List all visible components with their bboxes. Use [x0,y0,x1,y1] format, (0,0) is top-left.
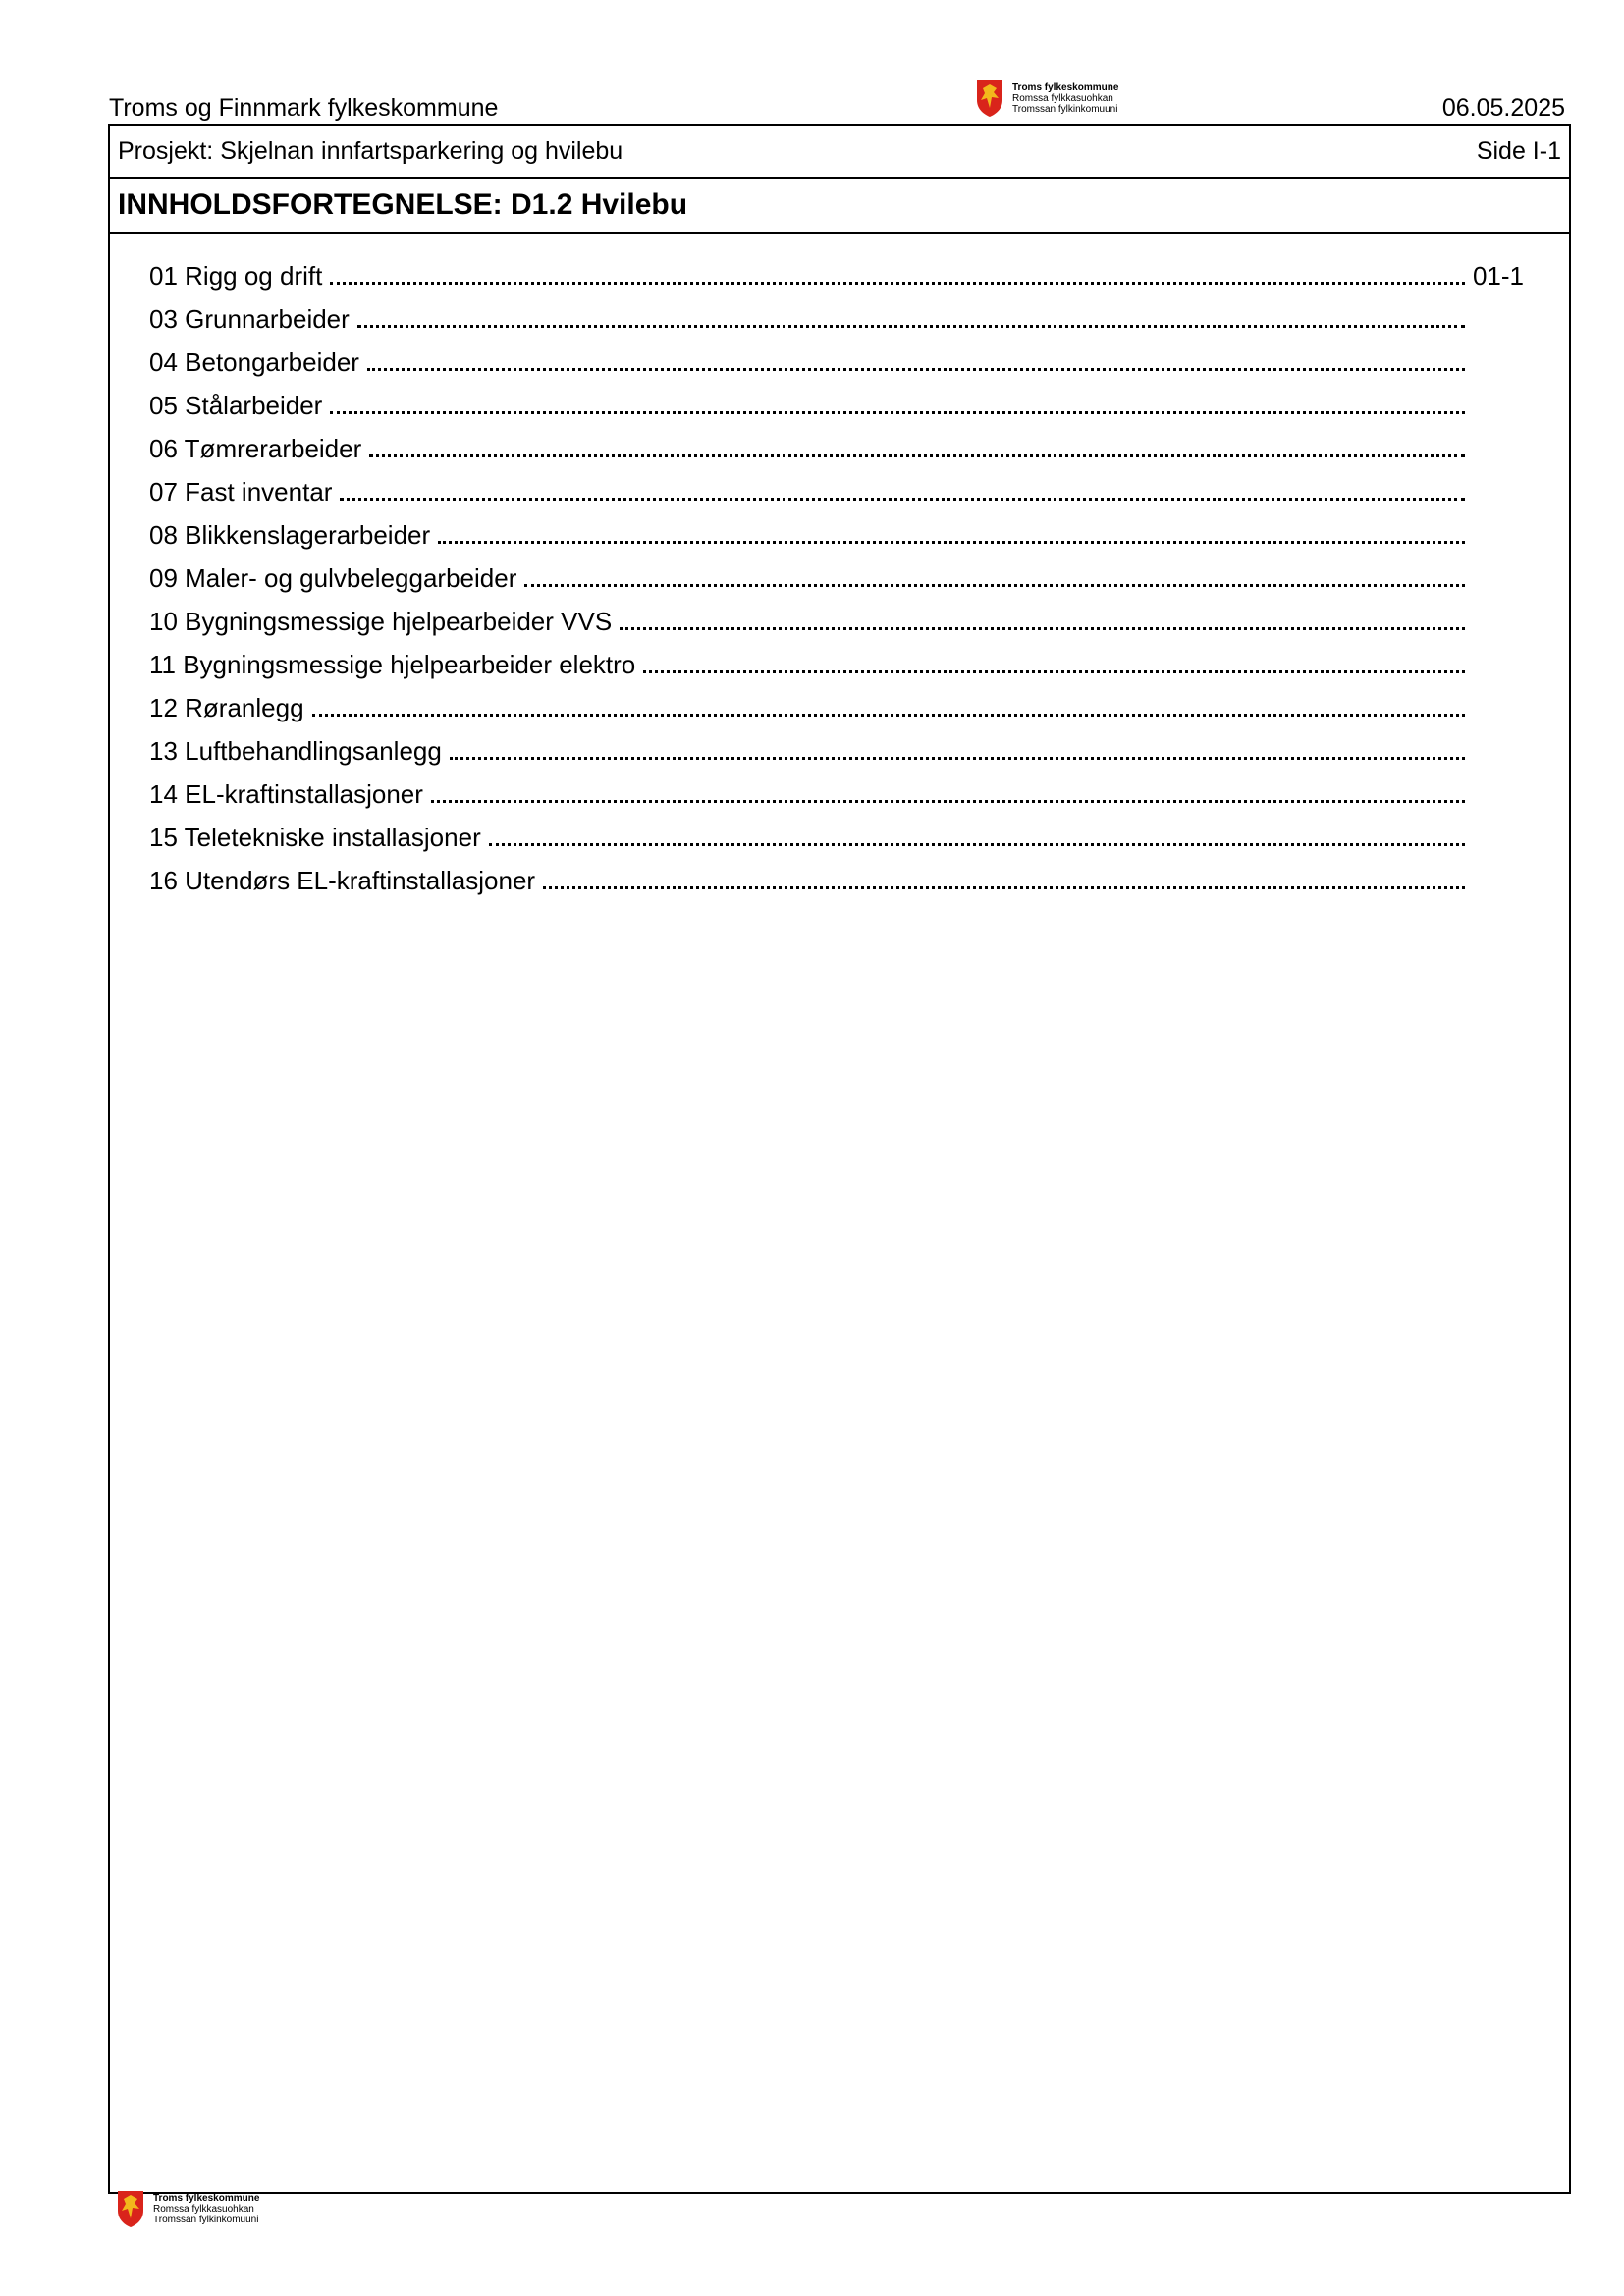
toc-leader-dots [330,282,1465,285]
toc-item[interactable] [149,823,1524,866]
toc-item-label: 03 Grunnarbeider [149,304,350,334]
toc-leader-dots [450,757,1465,760]
document-date: 06.05.2025 [1441,94,1565,122]
footer-logo [116,2189,259,2228]
logo-name-line3: Tromssan fylkinkomuuni [1012,103,1118,115]
toc-leader-dots [369,454,1465,457]
footer-logo-line1: Troms fylkeskommune [153,2192,260,2204]
toc-item-label: 06 Tømrerarbeider [149,434,362,463]
toc-leader-dots [367,368,1465,371]
toc-item-label: 11 Bygningsmessige hjelpearbeider elektro [149,650,636,679]
toc-item-label: 14 EL-kraftinstallasjoner [149,779,423,809]
toc-item[interactable] [149,347,1524,391]
toc-leader-dots [524,584,1465,587]
toc-item[interactable] [149,520,1524,563]
toc-item-label: 16 Utendørs EL-kraftinstallasjoner [149,866,536,895]
shield-icon [975,79,1004,118]
organization-name: Troms og Finnmark fylkeskommune [109,94,499,122]
logo-name-line1: Troms fylkeskommune [1012,81,1119,93]
toc-leader-dots [312,714,1465,717]
toc-leader-dots [489,843,1465,846]
toc-item-label: 08 Blikkenslagerarbeider [149,520,431,550]
toc-leader-dots [431,800,1465,803]
toc-item[interactable] [149,434,1524,477]
page-frame [108,124,1571,2194]
toc-item[interactable] [149,477,1524,520]
toc-leader-dots [330,411,1465,414]
toc-item-label: 09 Maler- og gulvbeleggarbeider [149,563,517,593]
toc-item[interactable] [149,779,1524,823]
toc-item-label: 05 Stålarbeider [149,391,323,420]
toc-leader-dots [643,670,1465,673]
toc-item[interactable] [149,304,1524,347]
toc-item-label: 07 Fast inventar [149,477,333,507]
logo-name-line2: Romssa fylkkasuohkan [1012,92,1113,104]
toc-item[interactable] [149,563,1524,607]
toc-item-label: 15 Teletekniske installasjoner [149,823,481,852]
toc-leader-dots [543,886,1465,889]
footer-logo-line3: Tromssan fylkinkomuuni [153,2214,259,2225]
toc-item[interactable] [149,650,1524,693]
toc-leader-dots [340,498,1465,501]
toc-item[interactable] [149,607,1524,650]
toc-leader-dots [438,541,1465,544]
shield-icon [116,2189,145,2228]
toc-title: INNHOLDSFORTEGNELSE: D1.2 Hvilebu [110,179,1569,234]
toc-item-page: 01-1 [1472,261,1524,291]
toc-item[interactable] [149,736,1524,779]
toc-leader-dots [357,325,1465,328]
toc-list [110,234,1524,909]
toc-leader-dots [620,627,1465,630]
toc-item[interactable] [149,391,1524,434]
page-number: Side I-1 [1476,136,1561,165]
toc-item-label: 13 Luftbehandlingsanlegg [149,736,442,766]
project-row [110,126,1569,179]
toc-item[interactable] [149,693,1524,736]
toc-item-label: 10 Bygningsmessige hjelpearbeider VVS [149,607,613,636]
project-label: Prosjekt: Skjelnan innfartsparkering og hvilebu [118,136,623,165]
toc-item-label: 04 Betongarbeider [149,347,359,377]
toc-item-label: 12 Røranlegg [149,693,304,722]
toc-item[interactable] [149,866,1524,909]
toc-item-label: 01 Rigg og drift [149,261,323,291]
toc-item[interactable] [149,261,1524,304]
county-logo [975,79,1118,118]
footer-logo-line2: Romssa fylkkasuohkan [153,2203,254,2215]
